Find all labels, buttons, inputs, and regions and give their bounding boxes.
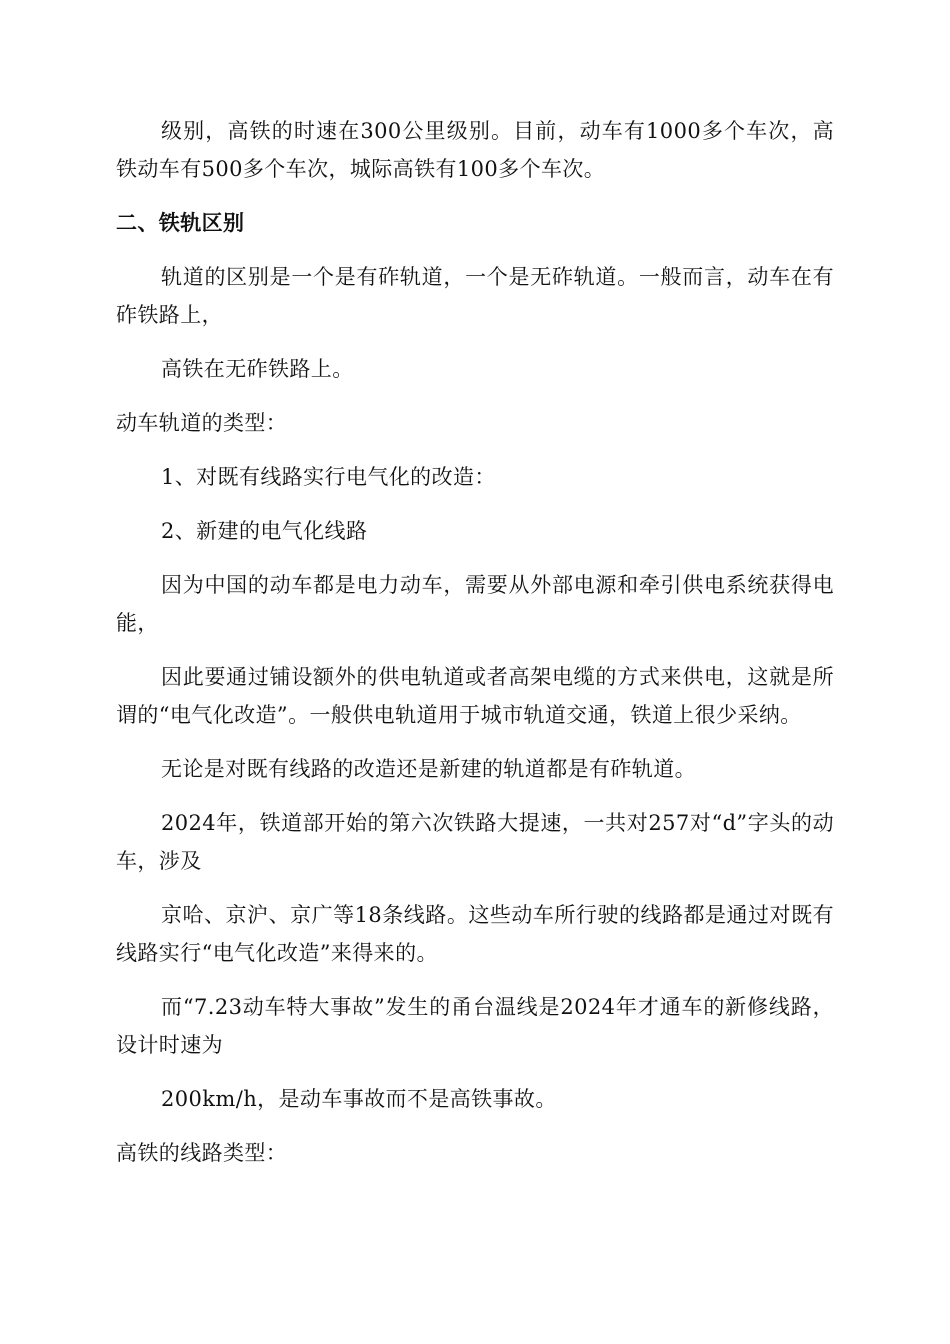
section-heading-rail-difference: 二、铁轨区别 [116,211,245,235]
list-item-electrification-upgrade: 1、对既有线路实行电气化的改造： [161,465,496,489]
paragraph-high-speed-ballastless: 高铁在无砟铁路上。 [161,357,354,381]
paragraph-accident-conclusion: 200km/h，是动车事故而不是高铁事故。 [161,1087,557,1111]
paragraph-eighteen-lines: 京哈、京沪、京广等18条线路。这些动车所行驶的线路都是通过对既有线路实行“电气化改造”来得来的。 [116,903,834,965]
paragraph-high-speed-line-types-label: 高铁的线路类型： [116,1141,288,1165]
paragraph-emu-track-types-label: 动车轨道的类型： [116,411,288,435]
paragraph-track-difference: 轨道的区别是一个是有砟轨道，一个是无砟轨道。一般而言，动车在有砟铁路上， [116,265,834,327]
paragraph-electric-power-source: 因为中国的动车都是电力动车，需要从外部电源和牵引供电系统获得电能， [116,573,834,635]
paragraph-sixth-speed-up: 2024年，铁道部开始的第六次铁路大提速，一共对257对“d”字头的动车，涉及 [116,811,834,873]
paragraph-power-supply-method: 因此要通过铺设额外的供电轨道或者高架电缆的方式来供电，这就是所谓的“电气化改造”。一般供电轨道用于城市轨道交通，铁道上很少采纳。 [116,665,834,727]
list-item-new-electrified-line: 2、新建的电气化线路 [161,519,368,543]
document-body [116,112,834,1188]
paragraph-speed-and-train-counts: 级别，高铁的时速在300公里级别。目前，动车有1000多个车次，高铁动车有500多个车次，城际高铁有100多个车次。 [116,119,834,181]
paragraph-ballasted-conclusion: 无论是对既有线路的改造还是新建的轨道都是有砟轨道。 [161,757,696,781]
paragraph-accident-line: 而“7.23动车特大事故”发生的甬台温线是2024年才通车的新修线路，设计时速为 [116,995,834,1057]
